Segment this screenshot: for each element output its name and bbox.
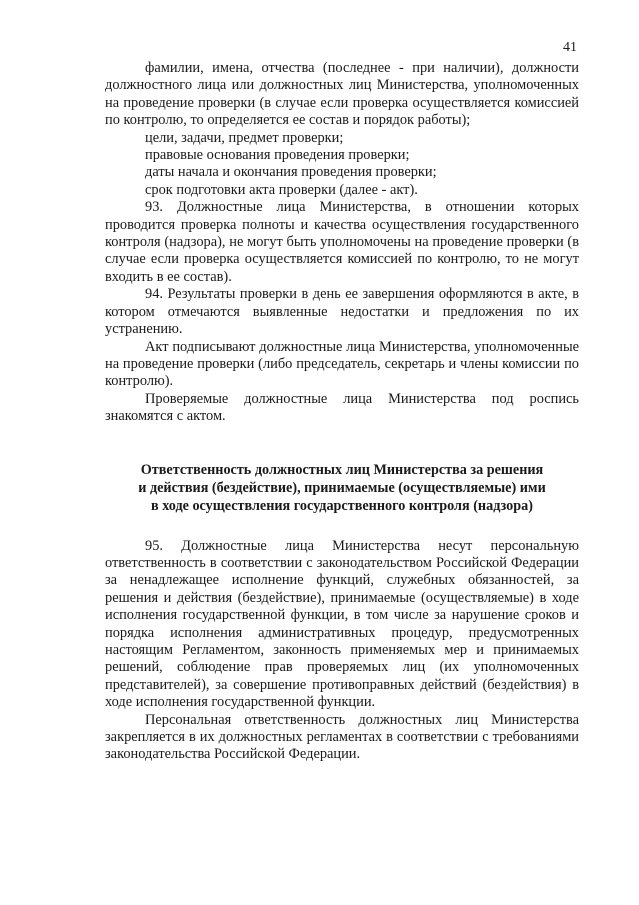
- paragraph-93: 93. Должностные лица Министерства, в отношении которых проводится проверка полноты и качества осуществления государственного контроля (надзора), не могут быть уполномочены на проведение проверки (в случае если проверка осуществляется комиссией по контролю, то не могут входить в ее состав).: [105, 199, 579, 285]
- inspection-order-list: [105, 130, 579, 200]
- list-item: даты начала и окончания проведения проверки;: [145, 164, 437, 181]
- paragraph-94: 94. Результаты проверки в день ее завершения оформляются в акте, в котором отмечаются выявленные недостатки и предложения по их устранению.: [105, 286, 579, 338]
- list-item: правовые основания проведения проверки;: [145, 147, 410, 164]
- paragraph-personal-responsibility: Персональная ответственность должностных лиц Министерства закрепляется в их должностных регламентах в соответствии с требованиями законодательства Российской Федерации.: [105, 711, 579, 763]
- paragraph-acquainted: Проверяемые должностные лица Министерства под роспись знакомятся с актом.: [105, 390, 579, 425]
- section-heading-line: в ходе осуществления государственного контроля (надзора): [151, 497, 533, 514]
- list-item: срок подготовки акта проверки (далее - акт).: [145, 181, 418, 198]
- list-item: цели, задачи, предмет проверки;: [145, 129, 344, 146]
- paragraph-act-signed: Акт подписывают должностные лица Министерства, уполномоченные на проведение проверки (либо председатель, секретарь и члены комиссии по контролю).: [105, 338, 579, 390]
- document-body: [105, 60, 579, 764]
- paragraph-95: 95. Должностные лица Министерства несут персональную ответственность в соответствии с законодательством Российской Федерации за ненадлежащее исполнение функций, служебных обязанностей, за решения и действия (бездействие), принимаемые (осуществляемые) в ходе исполнения государственной функции, в том числе за нарушение сроков и порядка исполнения административных процедур, предусмотренных настоящим Регламентом, законность применяемых мер и принимаемых решений, соблюдение прав проверяемых лиц (их уполномоченных представителей), за совершение противоправных действий (бездействия) в ходе исполнения государственной функции.: [105, 537, 579, 711]
- section-heading-line: и действия (бездействие), принимаемые (осуществляемые) ими: [138, 479, 546, 496]
- section-heading-line: Ответственность должностных лиц Министерства за решения: [140, 461, 544, 478]
- fragment-intro-paragraph: фамилии, имена, отчества (последнее - при наличии), должности должностного лица или должностных лиц Министерства, уполномоченных на проведение проверки (в случае если проверка осуществляется комиссией по контролю, то определяется ее состав и порядок работы);: [105, 60, 579, 129]
- section-heading: [105, 461, 579, 515]
- page-number: 41: [563, 40, 577, 55]
